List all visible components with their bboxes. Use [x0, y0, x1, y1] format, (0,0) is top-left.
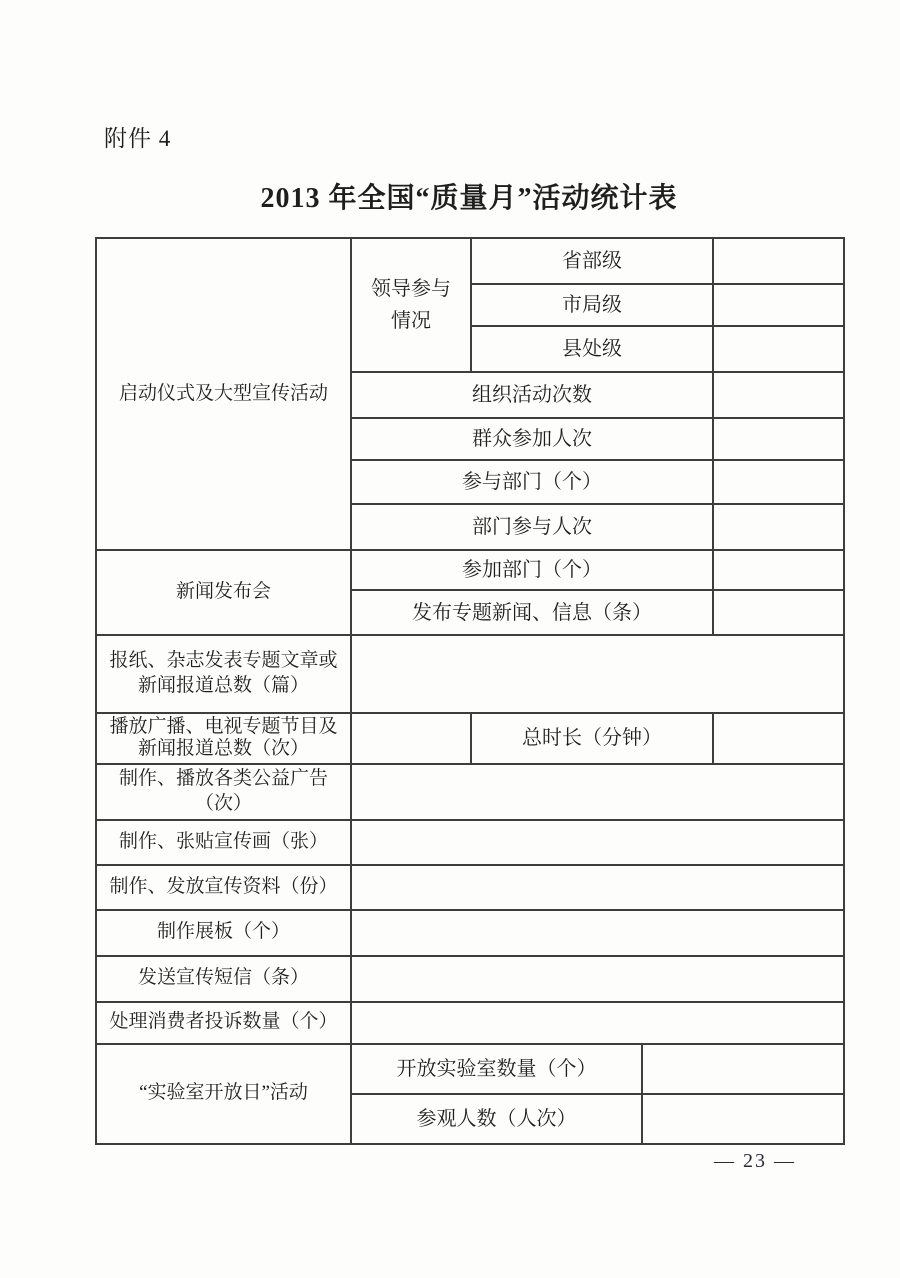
leader-participation-text: 领导参与情况 [371, 278, 451, 332]
row-label-posters: 制作、张贴宣传画（张） [96, 820, 351, 865]
value-cell-promo-materials [351, 865, 844, 910]
value-cell-display-boards [351, 910, 844, 956]
value-cell-newspaper-articles [351, 635, 844, 713]
metric-label-department-participants: 部门参与人次 [351, 504, 713, 550]
metric-label-county-division-level: 县处级 [471, 326, 713, 372]
value-cell-department-participants [713, 504, 844, 550]
value-cell-open-labs-count [642, 1044, 844, 1094]
value-cell-psa-ads [351, 764, 844, 820]
value-cell-province-ministry-level [713, 238, 844, 284]
value-cell-participating-departments [713, 460, 844, 504]
group-label-press-conference: 新闻发布会 [96, 550, 351, 635]
group-label-launch-ceremony: 启动仪式及大型宣传活动 [96, 238, 351, 550]
metric-label-attending-departments: 参加部门（个） [351, 550, 713, 590]
page-number: — 23 — [714, 1150, 796, 1172]
group-label-lab-open-day: “实验室开放日”活动 [96, 1044, 351, 1144]
value-cell-consumer-complaints [351, 1002, 844, 1044]
row-label-promo-materials: 制作、发放宣传资料（份） [96, 865, 351, 910]
metric-label-published-news-items: 发布专题新闻、信息（条） [351, 590, 713, 635]
row-label-broadcast-programs: 播放广播、电视专题节目及新闻报道总数（次） [96, 713, 351, 764]
metric-label-open-labs-count: 开放实验室数量（个） [351, 1044, 642, 1094]
attachment-label: 附件 4 [104, 126, 172, 151]
row-label-psa-ads: 制作、播放各类公益广告（次） [96, 764, 351, 820]
metric-label-visitor-count: 参观人数（人次） [351, 1094, 642, 1144]
metric-label-organized-activity-count: 组织活动次数 [351, 372, 713, 418]
value-cell-sms-messages [351, 956, 844, 1002]
value-cell-total-duration [713, 713, 844, 764]
row-label-consumer-complaints: 处理消费者投诉数量（个） [96, 1002, 351, 1044]
leader-participation-label [351, 238, 471, 372]
row-label-sms-messages: 发送宣传短信（条） [96, 956, 351, 1002]
value-cell-county-division-level [713, 326, 844, 372]
value-cell-attending-departments [713, 550, 844, 590]
value-cell-city-bureau-level [713, 284, 844, 326]
quality-month-stats-table [95, 237, 845, 1145]
row-label-newspaper-articles: 报纸、杂志发表专题文章或新闻报道总数（篇） [96, 635, 351, 713]
value-cell-organized-activity-count [713, 372, 844, 418]
value-cell-broadcast-spacer [351, 713, 471, 764]
metric-label-total-duration: 总时长（分钟） [471, 713, 713, 764]
value-cell-visitor-count [642, 1094, 844, 1144]
page-title: 2013 年全国“质量月”活动统计表 [260, 183, 678, 214]
metric-label-participating-departments: 参与部门（个） [351, 460, 713, 504]
value-cell-published-news-items [713, 590, 844, 635]
value-cell-posters [351, 820, 844, 865]
row-label-display-boards: 制作展板（个） [96, 910, 351, 956]
metric-label-province-ministry-level: 省部级 [471, 238, 713, 284]
metric-label-city-bureau-level: 市局级 [471, 284, 713, 326]
value-cell-public-participants [713, 418, 844, 460]
metric-label-public-participants: 群众参加人次 [351, 418, 713, 460]
